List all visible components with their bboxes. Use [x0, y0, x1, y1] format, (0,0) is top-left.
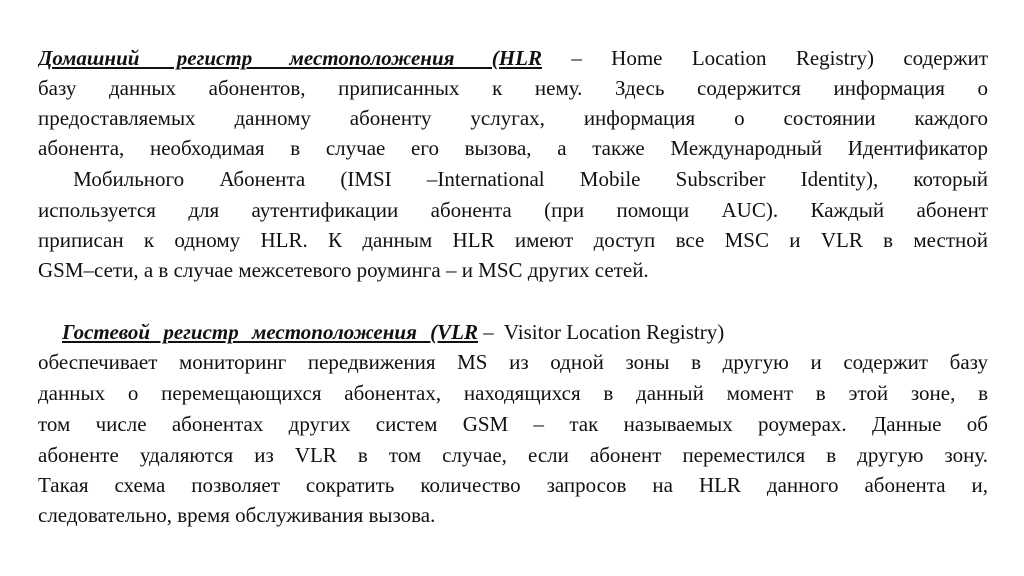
hlr-paragraph-line-1	[38, 45, 988, 71]
vlr-term: Гостевой регистр местоположения (VLR	[62, 320, 478, 344]
hlr-paragraph-line-2: базу данных абонентов, приписанных к нему. Здесь содержится информация о	[38, 76, 988, 100]
hlr-paragraph-line-5: Мобильного Абонента (IMSI –International Mobile Subscriber Identity), который	[38, 167, 988, 191]
hlr-paragraph-line-8: GSM–сети, а в случае межсетевого роуминга – и MSC других сетей.	[38, 258, 649, 282]
vlr-paragraph-line-3: данных о перемещающихся абонентах, находящихся в данный момент в этой зоне, в	[38, 381, 988, 405]
vlr-paragraph-line-4: том числе абонентах других систем GSM – так называемых роумерах. Данные об	[38, 412, 988, 436]
hlr-paragraph-line-6: используется для аутентификации абонента (при помощи AUC). Каждый абонент	[38, 198, 988, 222]
vlr-paragraph-line-6: Такая схема позволяет сократить количество запросов на HLR данного абонента и,	[38, 473, 988, 497]
vlr-line-1-rest: – Visitor Location Registry)	[478, 320, 725, 344]
vlr-paragraph-line-1	[62, 319, 962, 345]
vlr-paragraph-line-2: обеспечивает мониторинг передвижения MS из одной зоны в другую и содержит базу	[38, 350, 988, 374]
hlr-paragraph-line-7: приписан к одному HLR. К данным HLR имеют доступ все MSC и VLR в местной	[38, 228, 988, 252]
vlr-paragraph-line-7: следовательно, время обслуживания вызова.	[38, 503, 436, 527]
hlr-line-1-rest: – Home Location Registry) содержит	[541, 46, 988, 70]
hlr-term: Домашний регистр местоположения (HLR	[38, 46, 542, 70]
hlr-paragraph-line-4: абонента, необходимая в случае его вызова, а также Международный Идентификатор	[38, 136, 988, 160]
vlr-paragraph-line-5: абоненте удаляются из VLR в том случае, если абонент переместился в другую зону.	[38, 443, 988, 467]
hlr-paragraph-line-3: предоставляемых данному абоненту услугах, информация о состоянии каждого	[38, 106, 988, 130]
